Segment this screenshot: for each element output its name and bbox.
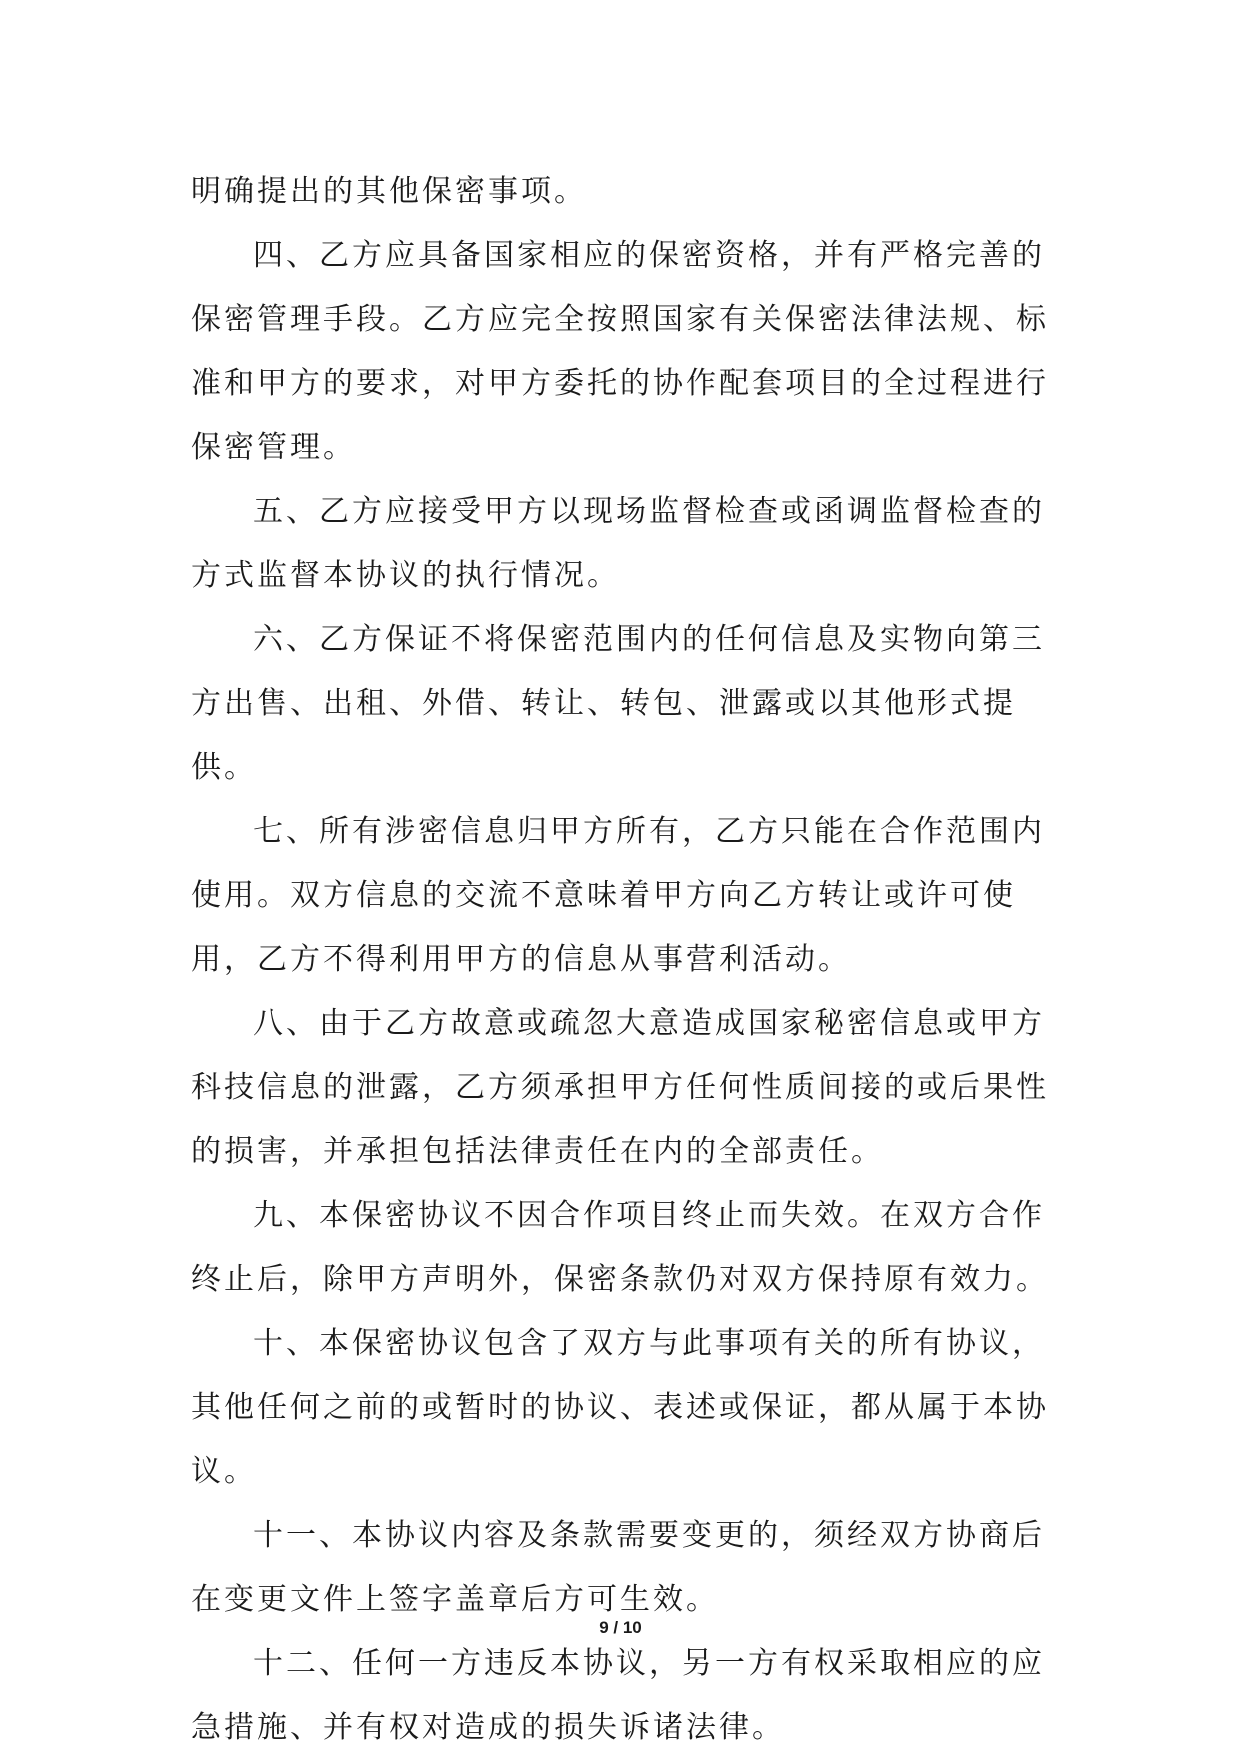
clause-11: 十一、本协议内容及条款需要变更的，须经双方协商后在变更文件上签字盖章后方可生效。 (191, 1518, 1045, 1617)
paragraph-continuation: 明确提出的其他保密事项。 (191, 174, 587, 209)
clause-12: 十二、任何一方违反本协议，另一方有权采取相应的应急措施、并有权对造成的损失诉诸法律。 (191, 1646, 1045, 1745)
page-number: 9 / 10 (599, 1618, 642, 1637)
document-body (191, 160, 1051, 1760)
clause-7: 七、所有涉密信息归甲方所有，乙方只能在合作范围内使用。双方信息的交流不意味着甲方向乙方转让或许可使用，乙方不得利用甲方的信息从事营利活动。 (191, 814, 1045, 977)
clause-4: 四、乙方应具备国家相应的保密资格，并有严格完善的保密管理手段。乙方应完全按照国家有关保密法律法规、标准和甲方的要求，对甲方委托的协作配套项目的全过程进行保密管理。 (191, 238, 1049, 465)
clause-5: 五、乙方应接受甲方以现场监督检查或函调监督检查的方式监督本协议的执行情况。 (191, 494, 1045, 593)
clause-9: 九、本保密协议不因合作项目终止而失效。在双方合作终止后，除甲方声明外，保密条款仍对双方保持原有效力。 (191, 1198, 1049, 1297)
clause-6: 六、乙方保证不将保密范围内的任何信息及实物向第三方出售、出租、外借、转让、转包、泄露或以其他形式提供。 (191, 622, 1045, 785)
clause-10: 十、本保密协议包含了双方与此事项有关的所有协议，其他任何之前的或暂时的协议、表述或保证，都从属于本协议。 (191, 1326, 1049, 1489)
clause-8: 八、由于乙方故意或疏忽大意造成国家秘密信息或甲方科技信息的泄露，乙方须承担甲方任何性质间接的或后果性的损害，并承担包括法律责任在内的全部责任。 (191, 1006, 1049, 1169)
